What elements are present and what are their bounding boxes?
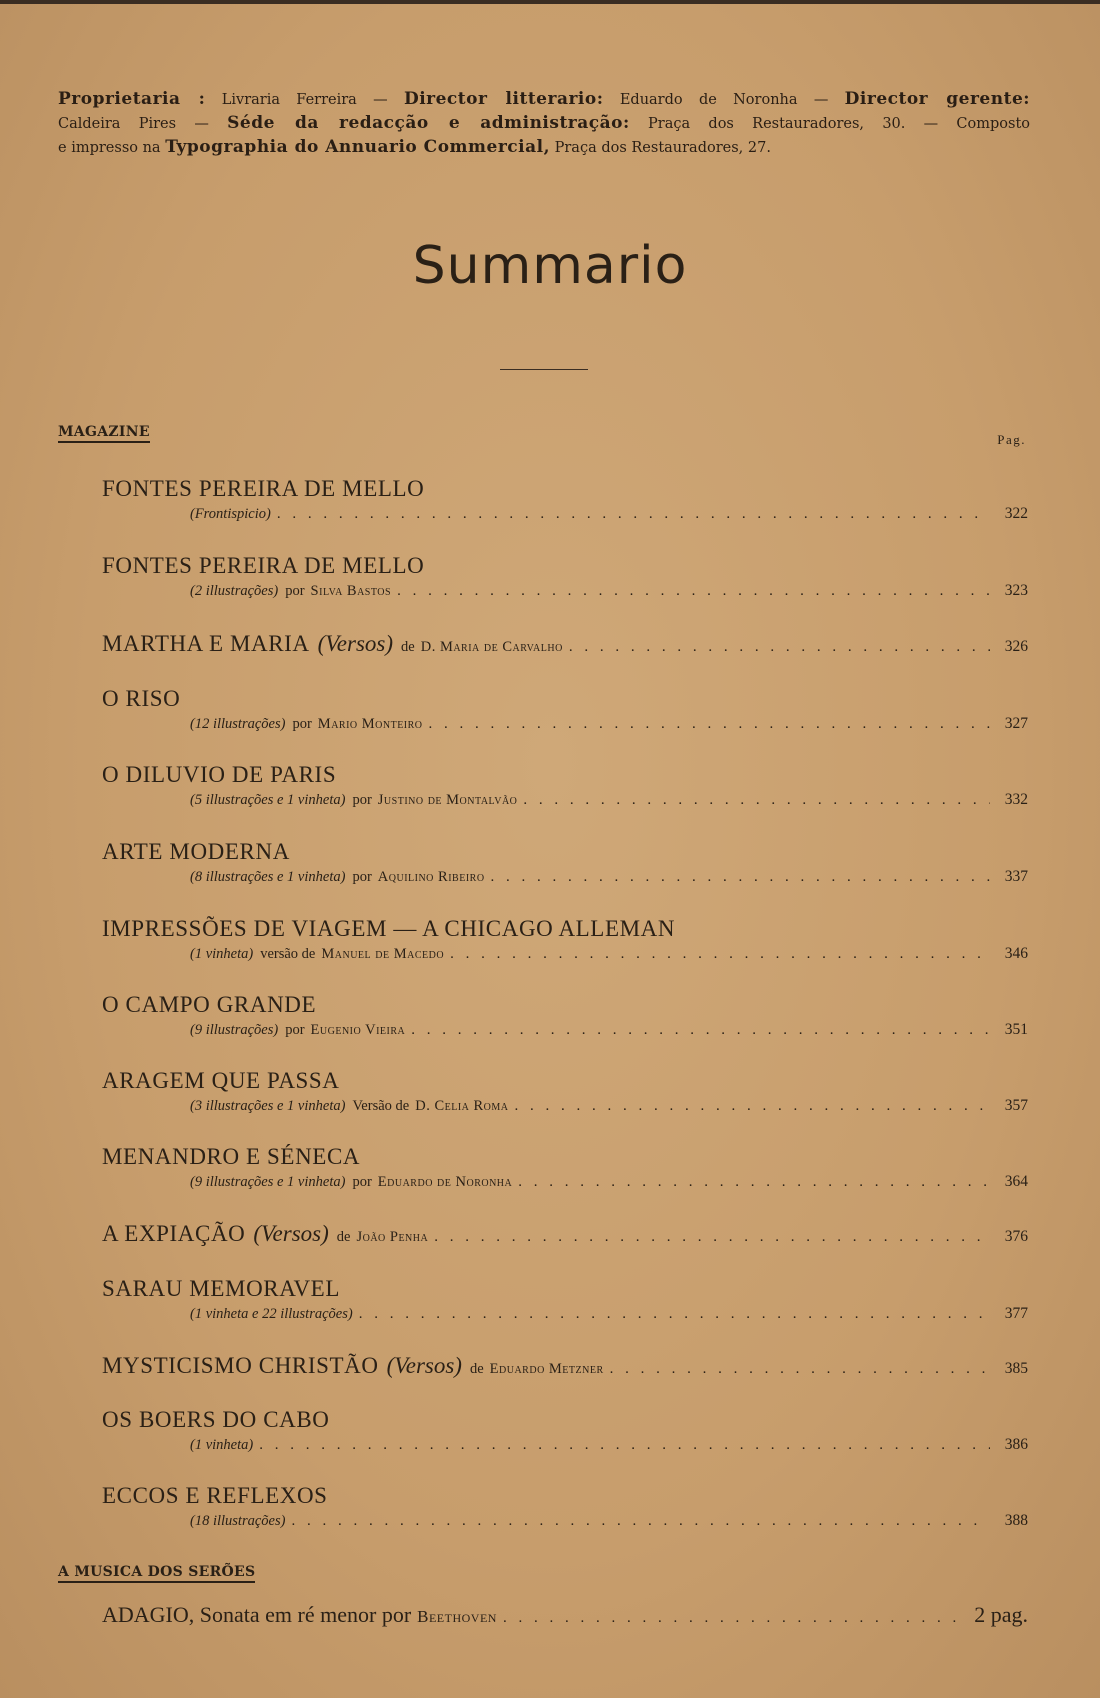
toc-entry-detail: [190, 791, 1028, 809]
masthead-director-label: Director litterario:: [403, 89, 604, 109]
toc-entry[interactable]: [102, 992, 1028, 1039]
dot-leader: [569, 639, 990, 656]
dot-leader: [610, 1361, 990, 1378]
toc-entry-illustrations: (9 illustrações e 1 vinheta): [190, 1174, 346, 1190]
masthead-publisher: Livraria Ferreira —: [221, 92, 388, 108]
toc-entry-title: ARAGEM QUE PASSA: [102, 1068, 340, 1093]
toc-entry-page: 322: [1004, 505, 1028, 522]
dot-leader: [491, 869, 990, 886]
toc-entry-detail: [190, 582, 1028, 600]
toc-entry-author: D. Celia Roma: [415, 1098, 509, 1114]
toc-entry-title: O CAMPO GRANDE: [102, 992, 317, 1017]
toc-entry-detail: [190, 1097, 1028, 1115]
dot-leader: [397, 583, 990, 600]
toc-entry-page: 377: [1004, 1305, 1028, 1322]
toc-entry[interactable]: [102, 1407, 1028, 1454]
toc-entry-illustrations: (5 illustrações e 1 vinheta): [190, 792, 346, 808]
dot-leader: [277, 506, 990, 523]
toc-entry-author: Eduardo de Noronha: [377, 1174, 513, 1190]
toc-entry[interactable]: [102, 1483, 1028, 1530]
toc-entry[interactable]: [102, 686, 1028, 733]
toc-entry-page: 376: [1004, 1228, 1028, 1245]
toc-entry-detail: [190, 505, 1028, 523]
top-border: [0, 0, 1100, 4]
toc-entry-author-prefix: por: [285, 583, 305, 599]
toc-entry-verse-note: (Versos): [253, 1221, 329, 1246]
toc-entry-detail: [190, 1436, 1028, 1454]
toc-entry-author-prefix: por: [352, 869, 372, 885]
section-heading-magazine: MAGAZINE: [58, 424, 150, 443]
toc-entry-verse-note: (Versos): [317, 631, 394, 656]
toc-entry-line: [102, 631, 1028, 657]
masthead: [58, 88, 1030, 160]
masthead-printed-label: e impresso na: [58, 140, 161, 156]
toc-entry-title: SARAU MEMORAVEL: [102, 1276, 340, 1301]
divider: [500, 369, 588, 370]
toc-entry-author-prefix: versão de: [260, 946, 316, 962]
toc-entry-author: Mario Monteiro: [317, 716, 423, 732]
toc-entry-illustrations: (18 illustrações): [190, 1513, 286, 1529]
toc-entry-page: 2 pag.: [974, 1602, 1028, 1627]
toc-entry-author: Silva Bastos: [310, 583, 392, 599]
page-column-label: Pag.: [997, 432, 1026, 447]
toc-entry-illustrations: (1 vinheta e 22 illustrações): [190, 1306, 353, 1322]
dot-leader: [450, 946, 990, 963]
toc-entry-illustrations: (8 illustrações e 1 vinheta): [190, 869, 346, 885]
toc-entry[interactable]: [102, 476, 1028, 523]
page-title: Summario: [412, 236, 688, 296]
toc-entry-title: FONTES PEREIRA DE MELLO: [102, 553, 425, 578]
toc-entry-author-prefix: de: [401, 639, 415, 655]
toc-entry-illustrations: (1 vinheta): [190, 946, 254, 962]
dot-leader: [359, 1306, 990, 1323]
toc-entry-page: 346: [1004, 945, 1028, 962]
toc-entry-author-prefix: por: [285, 1022, 305, 1038]
toc-entry-illustrations: (3 illustrações e 1 vinheta): [190, 1098, 346, 1114]
dot-leader: [291, 1513, 990, 1530]
toc-entry-author: Justino de Montalvão: [377, 792, 518, 808]
dot-leader: [515, 1098, 990, 1115]
toc-entry-verse-note: (Versos): [386, 1353, 462, 1378]
toc-entry-title: MENANDRO E SÉNECA: [102, 1144, 361, 1169]
toc-entry-detail: [190, 1305, 1028, 1323]
dot-leader: [503, 1610, 958, 1627]
dot-leader: [429, 716, 990, 733]
toc-entry-page: 364: [1004, 1173, 1028, 1190]
toc-entry-detail: [190, 868, 1028, 886]
toc-entry-page: 327: [1004, 715, 1028, 732]
toc-entry-page: 337: [1004, 868, 1028, 885]
toc-entry-title: O RISO: [102, 686, 181, 711]
toc-entry-title: ADAGIO, Sonata em ré menor por: [102, 1602, 412, 1627]
toc-entry-detail: [190, 945, 1028, 963]
toc-entry-title: O DILUVIO DE PARIS: [102, 762, 337, 787]
toc-entry-author: Eugenio Vieira: [310, 1022, 406, 1038]
toc-entry-title: A EXPIAÇÃO: [102, 1221, 246, 1246]
toc-entry-music[interactable]: [102, 1602, 1028, 1628]
toc-entry[interactable]: [102, 839, 1028, 886]
masthead-proprietaria-label: Proprietaria :: [58, 89, 206, 109]
toc-entry-page: 332: [1004, 791, 1028, 808]
dot-leader: [434, 1229, 990, 1246]
toc-entry-line: [102, 1353, 1028, 1379]
toc-entry-title: ECCOS E REFLEXOS: [102, 1483, 328, 1508]
toc-entry-page: 388: [1004, 1512, 1028, 1529]
masthead-office-address: Praça dos Restauradores, 30. — Composto: [648, 116, 1031, 132]
toc-entry-title: MYSTICISMO CHRISTÃO: [102, 1353, 379, 1378]
toc-entry[interactable]: [102, 1221, 1028, 1247]
toc-entry-author-prefix: por: [292, 716, 312, 732]
toc-entry[interactable]: [102, 631, 1028, 657]
toc-entry[interactable]: [102, 762, 1028, 809]
masthead-manager-label: Director gerente:: [844, 89, 1031, 109]
toc-entry-page: 357: [1004, 1097, 1028, 1114]
toc-entry-page: 386: [1004, 1436, 1028, 1453]
toc-entry-author: Aquilino Ribeiro: [377, 869, 485, 885]
toc-entry[interactable]: [102, 1353, 1028, 1379]
section-heading-music: A MUSICA DOS SERÕES: [58, 1564, 255, 1583]
toc-entry-author-prefix: por: [352, 1174, 372, 1190]
toc-entry-author: Manuel de Macedo: [321, 946, 445, 962]
toc-entry-author-prefix: de: [336, 1229, 351, 1245]
toc-entry-title: MARTHA E MARIA: [102, 631, 310, 656]
toc-entry-illustrations: (12 illustrações): [190, 716, 286, 732]
toc-entry-author-prefix: de: [469, 1361, 484, 1377]
toc-entry-detail: [190, 1173, 1028, 1191]
toc-entry-title: ARTE MODERNA: [102, 839, 290, 864]
toc-entry-illustrations: (2 illustrações): [190, 583, 279, 599]
dot-leader: [523, 792, 990, 809]
toc-entry-detail: [190, 715, 1028, 733]
toc-entry-illustrations: (1 vinheta): [190, 1437, 254, 1453]
toc-entry[interactable]: [102, 1068, 1028, 1115]
masthead-printer: Typographia do Annuario Commercial,: [165, 137, 550, 157]
toc-entry-composer: Beethoven: [417, 1607, 497, 1626]
toc-entry-author: João Penha: [356, 1229, 429, 1245]
toc-entry-author: D. Maria de Carvalho: [420, 639, 563, 655]
toc-entry-detail: [190, 1021, 1028, 1039]
toc-entry-page: 351: [1004, 1021, 1028, 1038]
toc-entry-illustrations: (Frontispicio): [190, 506, 271, 522]
toc-entry-page: 385: [1004, 1360, 1028, 1377]
toc-entry-author-prefix: por: [352, 792, 372, 808]
toc-entry-title: OS BOERS DO CABO: [102, 1407, 330, 1432]
dot-leader: [411, 1022, 990, 1039]
toc-entry-author: Eduardo Metzner: [489, 1361, 604, 1377]
toc-entry[interactable]: [102, 553, 1028, 600]
toc-entry-page: 323: [1004, 582, 1028, 599]
masthead-manager: Caldeira Pires —: [58, 116, 209, 132]
dot-leader: [259, 1437, 990, 1454]
toc-entry-title: FONTES PEREIRA DE MELLO: [102, 476, 425, 501]
toc-entry-line: [102, 1221, 1028, 1247]
toc-entry-detail: [190, 1512, 1028, 1530]
masthead-printer-address: Praça dos Restauradores, 27.: [554, 140, 771, 156]
toc-entry-page: 326: [1004, 638, 1028, 655]
toc-entry-title: IMPRESSÕES DE VIAGEM — A CHICAGO ALLEMAN: [102, 916, 676, 941]
toc-entry[interactable]: [102, 1276, 1028, 1323]
toc-entry-author-prefix: Versão de: [352, 1098, 410, 1114]
masthead-office-label: Séde da redacção e administração:: [227, 113, 630, 133]
toc-entry-illustrations: (9 illustrações): [190, 1022, 279, 1038]
masthead-director: Eduardo de Noronha —: [619, 92, 829, 108]
dot-leader: [518, 1174, 990, 1191]
toc-entry[interactable]: [102, 916, 1028, 963]
toc-entry[interactable]: [102, 1144, 1028, 1191]
